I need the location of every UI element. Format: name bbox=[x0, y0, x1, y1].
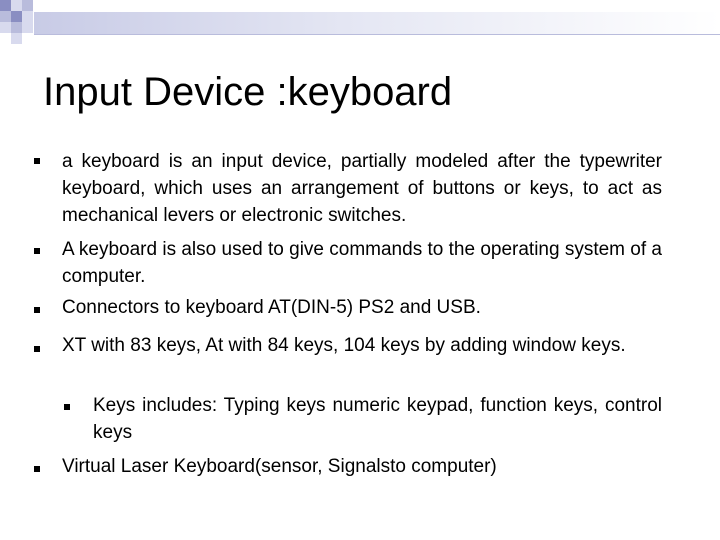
square-bullet-icon bbox=[34, 248, 40, 254]
header-gradient-band bbox=[34, 12, 720, 34]
bullet-text: a keyboard is an input device, partially modeled after the typewriter keyboard, which uses an arrangement of buttons or keys, to act as mechanical levers or electronic switches. bbox=[62, 151, 662, 226]
square-bullet-icon bbox=[34, 158, 40, 164]
bullet-text: Virtual Laser Keyboard(sensor, Signalsto computer) bbox=[62, 456, 497, 477]
header-divider bbox=[34, 34, 720, 35]
sub-bullet-text: Keys includes: Typing keys numeric keypad, function keys, control keys bbox=[93, 395, 662, 443]
bullet-text: XT with 83 keys, At with 84 keys, 104 keys by adding window keys. bbox=[62, 335, 626, 356]
slide-title: Input Device :keyboard bbox=[43, 70, 453, 114]
square-bullet-icon bbox=[34, 307, 40, 313]
bullet-text: Connectors to keyboard AT(DIN-5) PS2 and USB. bbox=[62, 297, 481, 318]
bullet-text: A keyboard is also used to give commands to the operating system of a computer. bbox=[62, 239, 662, 287]
square-bullet-icon bbox=[34, 466, 40, 472]
square-bullet-icon bbox=[64, 404, 70, 410]
square-bullet-icon bbox=[34, 346, 40, 352]
